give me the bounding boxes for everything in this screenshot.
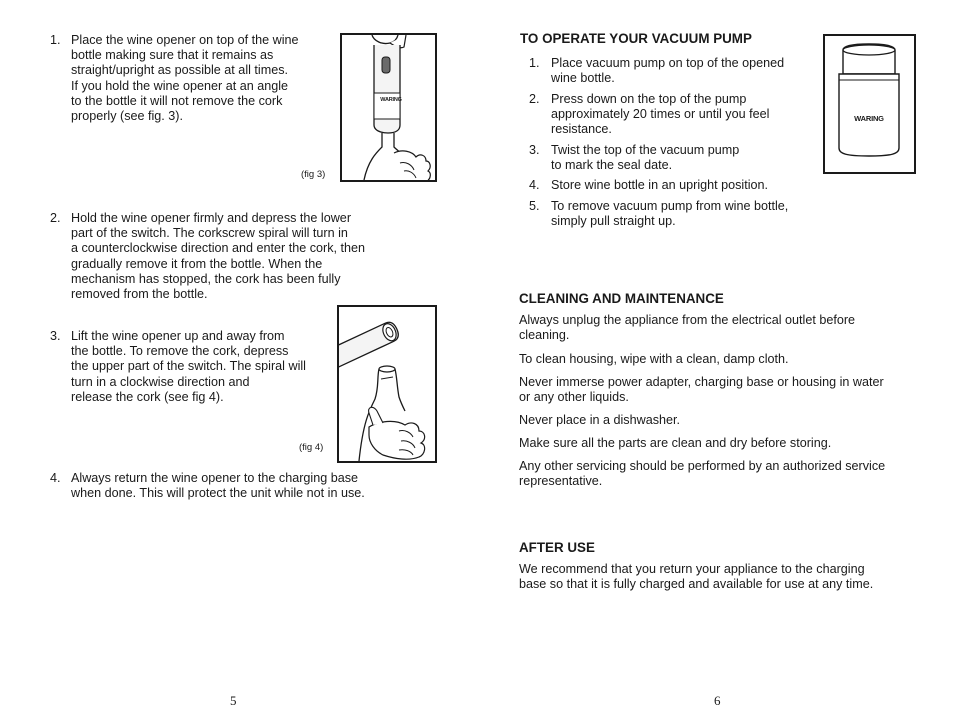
vacuum-step-4-text: Store wine bottle in an upright position. [551, 178, 769, 192]
vacuum-step-5-text: To remove vacuum pump from wine bottle, simply pull straight up. [551, 199, 789, 229]
fig3-waring-logo: WARING [380, 97, 402, 103]
after-use-heading: AFTER USE [519, 540, 595, 555]
cleaning-heading: CLEANING AND MAINTENANCE [519, 291, 724, 306]
vacuum-pump-icon [825, 36, 914, 172]
cleaning-paragraph-4: Never place in a dishwasher. [519, 413, 681, 427]
cleaning-paragraph-3: Never immerse power adapter, charging base or housing in water or any other liquids. [519, 375, 884, 405]
step-1-number: 1. [50, 33, 61, 47]
fig3-illustration [340, 33, 437, 182]
vacuum-step-3-number: 3. [529, 143, 540, 157]
step-4-text: Always return the wine opener to the charging base when done. This will protect the unit while not in use. [71, 471, 365, 501]
vacuum-pump-heading: TO OPERATE YOUR VACUUM PUMP [520, 31, 752, 46]
fig4-illustration [337, 305, 437, 463]
cleaning-paragraph-6: Any other servicing should be performed by an authorized service representative. [519, 459, 886, 489]
step-3-number: 3. [50, 329, 61, 343]
cleaning-paragraph-5: Make sure all the parts are clean and dry before storing. [519, 436, 832, 450]
opener-lifted-from-bottle-icon [339, 307, 435, 461]
cleaning-paragraph-2: To clean housing, wipe with a clean, damp cloth. [519, 352, 789, 366]
vacuum-step-2-text: Press down on the top of the pump approximately 20 times or until you feel resistance. [551, 92, 770, 137]
page-number-left: 5 [230, 693, 237, 708]
vacuum-step-1-number: 1. [529, 56, 540, 70]
wine-opener-on-bottle-icon [342, 35, 435, 180]
vacuum-pump-illustration [823, 34, 916, 174]
step-3-text: Lift the wine opener up and away from the bottle. To remove the cork, depress the upper part of the switch. The spiral will turn in a clockwise direction and release the cork (see fig 4). [71, 329, 306, 404]
after-use-paragraph: We recommend that you return your appliance to the charging base so that it is fully charged and available for use at any time. [519, 562, 874, 592]
step-1-text: Place the wine opener on top of the wine bottle making sure that it remains as straight/upright as possible at all times. If you hold the wine opener at an angle to the bottle it will not remove the cork properly (see fig. 3). [71, 33, 299, 124]
pump-waring-logo: WARING [854, 114, 884, 123]
vacuum-step-2-number: 2. [529, 92, 540, 106]
cleaning-paragraph-1: Always unplug the appliance from the electrical outlet before cleaning. [519, 313, 856, 343]
vacuum-step-1-text: Place vacuum pump on top of the opened wine bottle. [551, 56, 785, 86]
step-2-number: 2. [50, 211, 61, 225]
fig3-caption: (fig 3) [301, 169, 326, 180]
vacuum-step-4-number: 4. [529, 178, 540, 192]
vacuum-step-3-text: Twist the top of the vacuum pump to mark the seal date. [551, 143, 740, 173]
vacuum-step-5-number: 5. [529, 199, 540, 213]
step-4-number: 4. [50, 471, 61, 485]
page-number-right: 6 [714, 693, 721, 708]
fig4-caption: (fig 4) [299, 442, 324, 453]
step-2-text: Hold the wine opener firmly and depress the lower part of the switch. The corkscrew spiral will turn in a counterclockwise direction and enter the cork, then gradually remove it from the bottle. When the mechanism has stopped, the cork has been fully removed from the bottle. [71, 211, 366, 302]
